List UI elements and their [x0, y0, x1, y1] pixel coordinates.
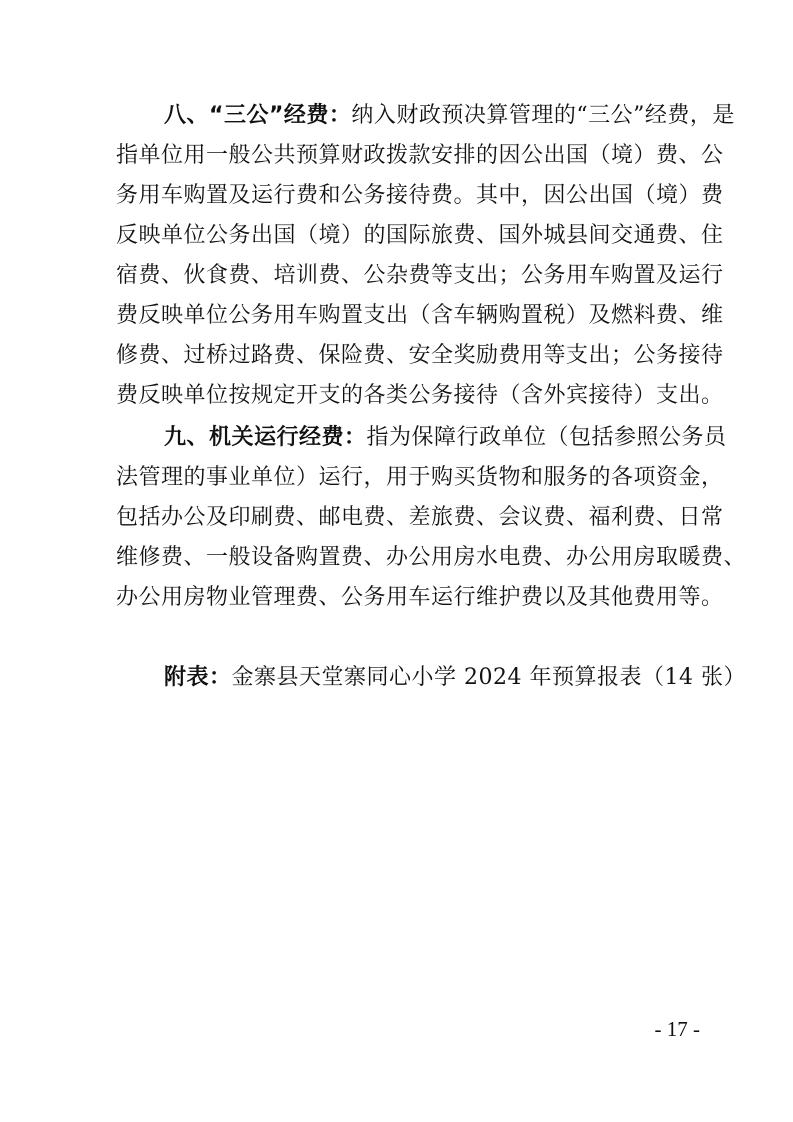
- section-9-line-3: 包括办公及印刷费、邮电费、差旅费、会议费、福利费、日常: [116, 505, 724, 530]
- section-9-line-5: 办公用房物业管理费、公务用车运行维护费以及其他费用等。: [116, 585, 724, 610]
- section-9-line-2: 法管理的事业单位）运行，用于购买货物和服务的各项资金，: [116, 465, 724, 490]
- section-8-line-4: 反映单位公务出国（境）的国际旅费、国外城县间交通费、住: [116, 223, 724, 248]
- appendix-label: 附表：: [164, 665, 232, 690]
- section-8-line-8: 费反映单位按规定开支的各类公务接待（含外宾接待）支出。: [116, 383, 724, 408]
- section-8-line-7: 修费、过桥过路费、保险费、安全奖励费用等支出；公务接待: [116, 343, 724, 368]
- section-8-heading: 八、“三公”经费：: [164, 103, 352, 128]
- section-9-line-1: 指为保障行政单位（包括参照公务员: [366, 425, 727, 450]
- section-8-line-2: 指单位用一般公共预算财政拨款安排的因公出国（境）费、公: [116, 143, 724, 168]
- page-number: - 17 -: [654, 1017, 700, 1041]
- appendix-text: 金寨县天堂寨同心小学 2024 年预算报表（14 张）: [231, 665, 746, 690]
- section-8-first-line: [164, 96, 735, 136]
- section-8-line-3: 务用车购置及运行费和公务接待费。其中，因公出国（境）费: [116, 183, 724, 208]
- section-9-line-4: 维修费、一般设备购置费、办公用房水电费、办公用房取暖费、: [116, 545, 747, 570]
- appendix-line: [164, 658, 746, 698]
- section-9-first-line: [164, 418, 727, 458]
- section-8-line-1: 纳入财政预决算管理的“三公”经费，是: [351, 103, 735, 128]
- section-9-heading: 九、机关运行经费：: [164, 425, 367, 450]
- section-8-line-5: 宿费、伙食费、培训费、公杂费等支出；公务用车购置及运行: [116, 263, 724, 288]
- section-8-line-6: 费反映单位公务用车购置支出（含车辆购置税）及燃料费、维: [116, 303, 724, 328]
